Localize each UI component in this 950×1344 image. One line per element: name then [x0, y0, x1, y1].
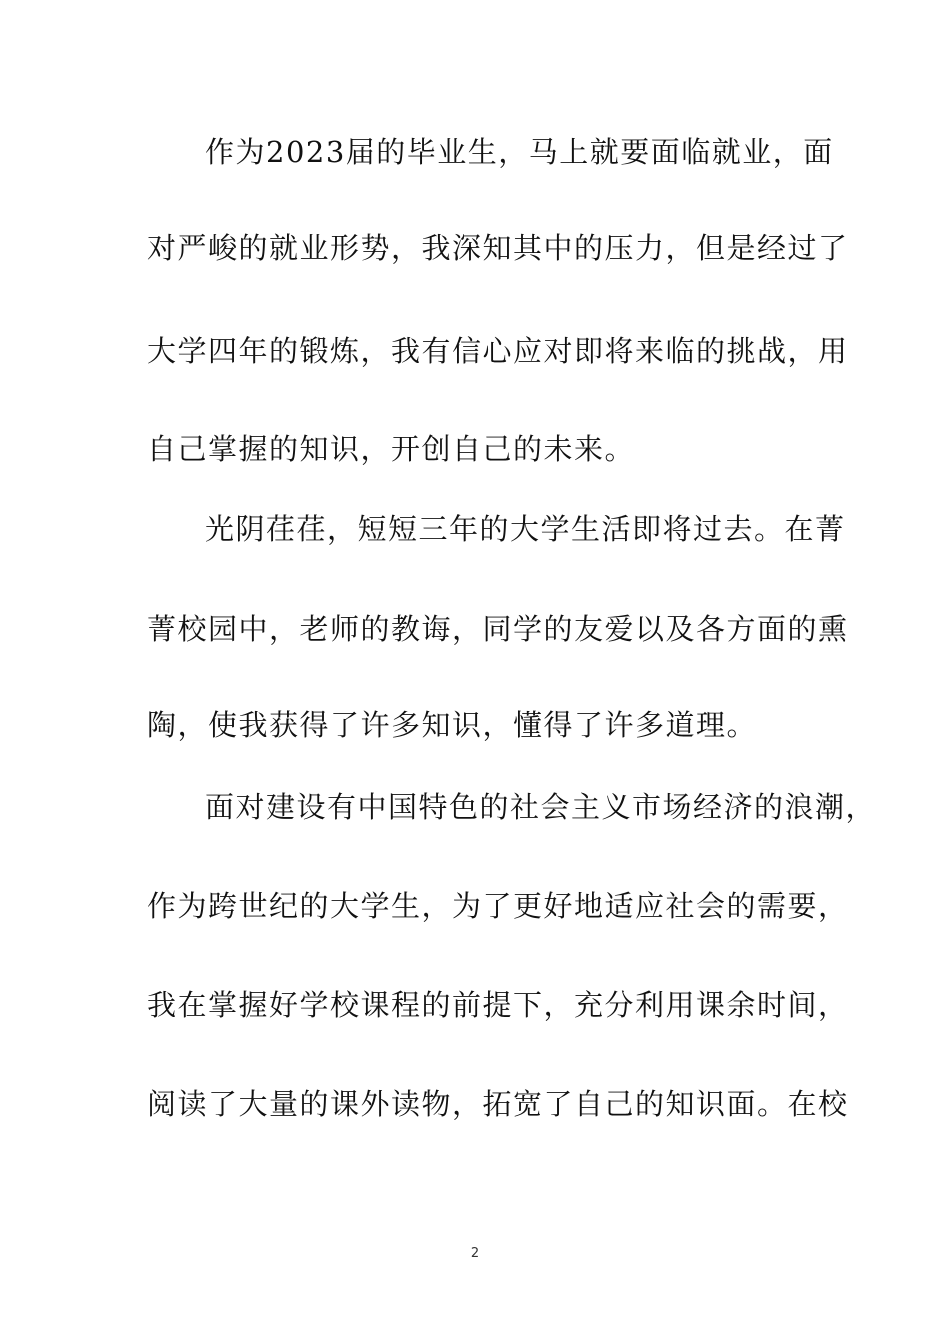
text-line: 面对建设有中国特色的社会主义市场经济的浪潮，: [205, 790, 877, 824]
page-number: 2: [470, 1246, 480, 1261]
text-line: 大学四年的锻炼，我有信心应对即将来临的挑战，用: [147, 334, 849, 368]
text-line: 光阴荏荏，短短三年的大学生活即将过去。在菁: [205, 512, 846, 546]
text-line: 自己掌握的知识，开创自己的未来。: [147, 432, 636, 466]
text-line: 我在掌握好学校课程的前提下，充分利用课余时间，: [147, 988, 849, 1022]
text-line: 陶，使我获得了许多知识，懂得了许多道理。: [147, 708, 758, 742]
text-line: 作为跨世纪的大学生，为了更好地适应社会的需要，: [147, 889, 849, 923]
text-line: 对严峻的就业形势，我深知其中的压力，但是经过了: [147, 231, 849, 265]
text-line: 作为2023届的毕业生，马上就要面临就业，面: [205, 135, 834, 169]
text-line: 阅读了大量的课外读物，拓宽了自己的知识面。在校: [147, 1087, 849, 1121]
text-line: 菁校园中，老师的教诲，同学的友爱以及各方面的熏: [147, 612, 849, 646]
